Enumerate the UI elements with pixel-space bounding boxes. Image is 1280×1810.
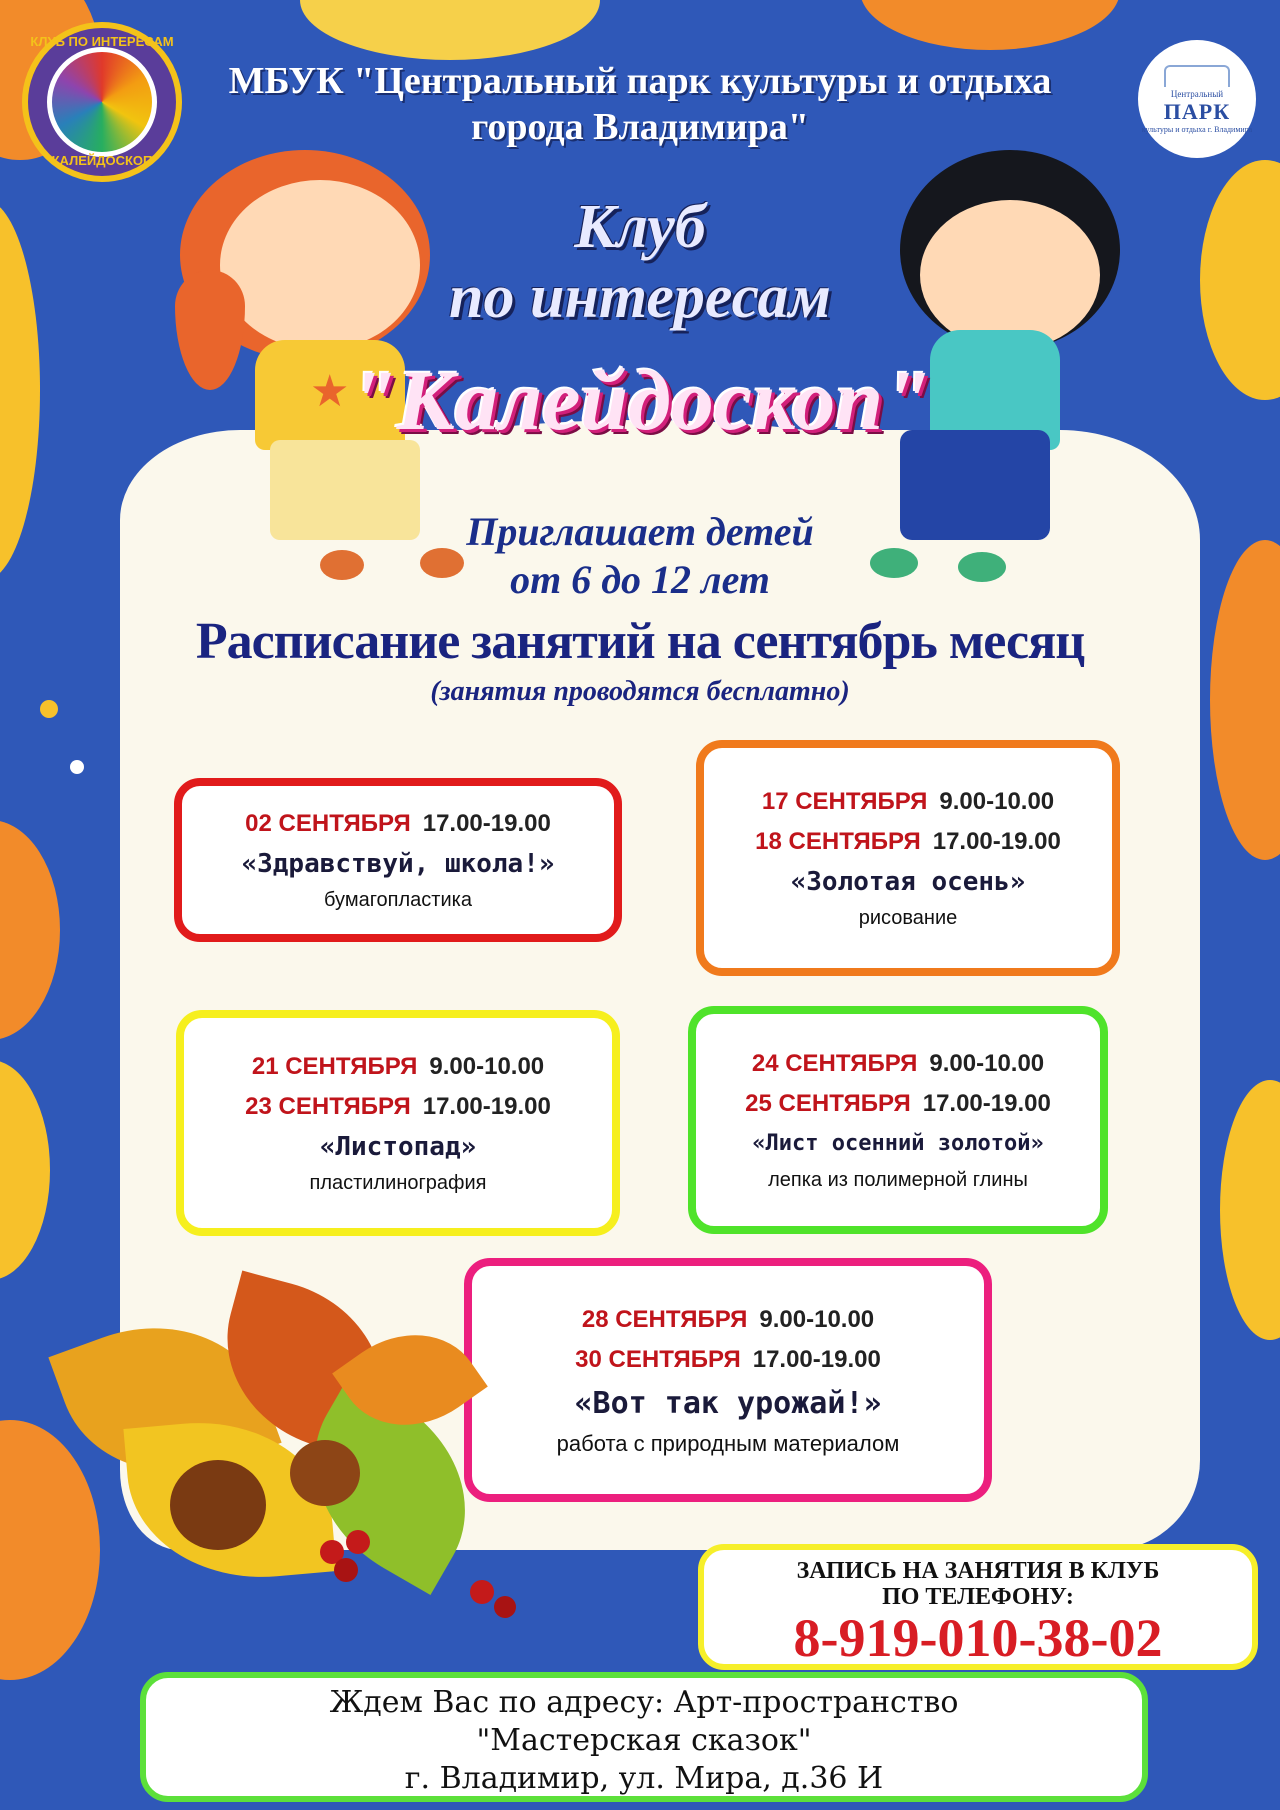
park-logo bbox=[1138, 40, 1256, 158]
session-kind: бумагопластика bbox=[324, 889, 472, 911]
session-topic: «Золотая осень» bbox=[790, 867, 1026, 897]
session-kind: пластилинография bbox=[309, 1172, 487, 1194]
decor-dot bbox=[40, 700, 58, 718]
decor-blob bbox=[860, 0, 1120, 50]
session-date: 21 СЕНТЯБРЯ bbox=[251, 1053, 418, 1080]
session-row bbox=[752, 1044, 1044, 1084]
kaleidoscope-icon bbox=[47, 47, 157, 157]
schedule-subtitle: (занятия проводятся бесплатно) bbox=[430, 676, 850, 707]
schedule-card bbox=[176, 1010, 620, 1236]
park-logo-line1: Центральный bbox=[1170, 88, 1224, 99]
decor-blob bbox=[0, 820, 60, 1040]
session-time: 9.00-10.00 bbox=[929, 1050, 1045, 1077]
park-logo-line2: ПАРК bbox=[1163, 98, 1231, 124]
session-row bbox=[245, 804, 551, 844]
session-kind: рисование bbox=[858, 907, 958, 929]
session-row bbox=[582, 1300, 874, 1340]
session-time: 9.00-10.00 bbox=[759, 1306, 875, 1333]
session-topic: «Листопад» bbox=[319, 1132, 477, 1162]
session-topic: «Здравствуй, школа!» bbox=[241, 849, 555, 879]
session-time: 17.00-19.00 bbox=[932, 828, 1061, 855]
berry-icon bbox=[494, 1596, 516, 1618]
session-date: 18 СЕНТЯБРЯ bbox=[755, 828, 921, 855]
club-logo-text-bottom: "КАЛЕЙДОСКОП" bbox=[45, 153, 159, 168]
park-logo-line3: культуры и отдыха г. Владимира bbox=[1141, 124, 1253, 134]
session-row bbox=[575, 1340, 881, 1380]
session-row bbox=[762, 782, 1054, 822]
session-time: 9.00-10.00 bbox=[429, 1053, 545, 1080]
session-time: 17.00-19.00 bbox=[922, 1090, 1051, 1117]
decor-blob bbox=[1220, 1080, 1280, 1340]
club-title-line1: Клуб bbox=[574, 193, 706, 261]
organization-line1: МБУК "Центральный парк культуры и отдыха bbox=[228, 60, 1052, 102]
decor-blob bbox=[0, 1060, 50, 1280]
schedule-title: Расписание занятий на сентябрь месяц bbox=[195, 613, 1085, 670]
chestnut-icon bbox=[290, 1440, 360, 1506]
girl-ponytail bbox=[175, 270, 245, 390]
session-date: 30 СЕНТЯБРЯ bbox=[575, 1346, 741, 1373]
signup-box bbox=[698, 1544, 1258, 1670]
session-date: 28 СЕНТЯБРЯ bbox=[581, 1306, 748, 1333]
boy-face bbox=[920, 200, 1100, 350]
boy-shoe bbox=[958, 552, 1006, 582]
organization-title bbox=[200, 58, 1080, 150]
phone-number[interactable]: 8-919-010-38-02 bbox=[793, 1608, 1163, 1668]
star-icon: ★ bbox=[310, 367, 350, 416]
club-logo bbox=[22, 22, 182, 182]
session-topic: «Лист осенний золотой» bbox=[752, 1131, 1044, 1156]
schedule-card bbox=[464, 1258, 992, 1502]
session-date: 25 СЕНТЯБРЯ bbox=[745, 1090, 911, 1117]
decor-blob bbox=[0, 200, 40, 580]
decor-dot bbox=[70, 760, 84, 774]
session-kind: лепка из полимерной глины bbox=[768, 1169, 1028, 1191]
invite-line2: от 6 до 12 лет bbox=[510, 557, 770, 602]
club-title-line3: "Калейдоскоп" bbox=[349, 352, 931, 448]
berry-icon bbox=[470, 1580, 494, 1604]
address-box bbox=[140, 1672, 1148, 1802]
building-icon bbox=[1164, 65, 1230, 87]
session-time: 17.00-19.00 bbox=[422, 810, 551, 837]
session-date: 23 СЕНТЯБРЯ bbox=[245, 1093, 411, 1120]
club-title-line2: по интересам bbox=[449, 263, 831, 331]
session-time: 9.00-10.00 bbox=[939, 788, 1055, 815]
decor-blob bbox=[1210, 540, 1280, 860]
session-kind: работа с природным материалом bbox=[556, 1431, 900, 1456]
address-line2: "Мастерская сказок" bbox=[476, 1723, 812, 1758]
schedule-card bbox=[174, 778, 622, 942]
session-row bbox=[745, 1084, 1051, 1124]
club-logo-text-top: КЛУБ ПО ИНТЕРЕСАМ bbox=[30, 34, 174, 49]
session-row bbox=[755, 822, 1061, 862]
session-row bbox=[252, 1047, 544, 1087]
organization-line2: города Владимира" bbox=[471, 106, 809, 148]
session-topic: «Вот так урожай!» bbox=[574, 1386, 882, 1421]
decor-blob bbox=[0, 1420, 100, 1680]
decor-blob bbox=[300, 0, 600, 60]
session-date: 02 СЕНТЯБРЯ bbox=[245, 810, 411, 837]
session-time: 17.00-19.00 bbox=[752, 1346, 881, 1373]
schedule-card bbox=[696, 740, 1120, 976]
girl-pants bbox=[270, 440, 420, 540]
berry-icon bbox=[346, 1530, 370, 1554]
address-line3: г. Владимир, ул. Мира, д.36 И bbox=[404, 1761, 884, 1796]
signup-line1: ЗАПИСЬ НА ЗАНЯТИЯ В КЛУБ bbox=[796, 1558, 1160, 1584]
session-row bbox=[245, 1087, 551, 1127]
girl-shoe bbox=[320, 550, 364, 580]
decor-blob bbox=[1200, 160, 1280, 400]
session-time: 17.00-19.00 bbox=[422, 1093, 551, 1120]
signup-line2: ПО ТЕЛЕФОНУ: bbox=[882, 1584, 1074, 1610]
address-line1: Ждем Вас по адресу: Арт-пространство bbox=[329, 1685, 959, 1720]
session-date: 17 СЕНТЯБРЯ bbox=[761, 788, 928, 815]
chestnut-icon bbox=[170, 1460, 266, 1550]
invite-line1: Приглашает детей bbox=[466, 509, 814, 554]
berry-icon bbox=[334, 1558, 358, 1582]
schedule-card bbox=[688, 1006, 1108, 1234]
session-date: 24 СЕНТЯБРЯ bbox=[751, 1050, 918, 1077]
